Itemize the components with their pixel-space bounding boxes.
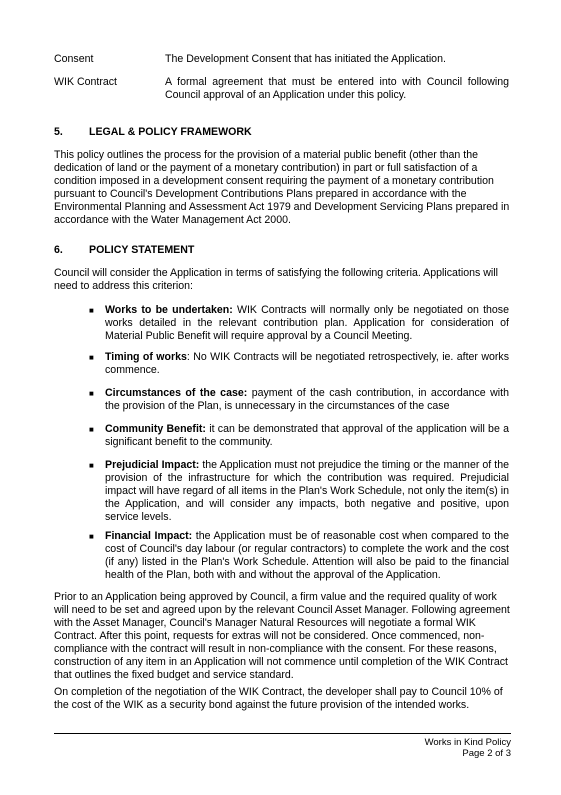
criterion-text: the Application must not prejudice the timing or the manner of the provision of the infrastructure for which the contribution was required. Prejudicial impact will have regard of all items in the Plan's Work Schedule, not only the item(s) in the Application, and will consider any impacts, both negative and positive, upon service levels. xyxy=(105,459,509,523)
section-6-intro: Council will consider the Application in terms of satisfying the following criteria. Applications will need to address this criterion: xyxy=(54,267,498,292)
bullet-icon: ■ xyxy=(89,532,94,541)
footer-title: Works in Kind Policy xyxy=(424,737,511,748)
footer-divider xyxy=(54,733,511,734)
bullet-icon: ■ xyxy=(89,306,94,315)
criterion-term: Works to be undertaken: xyxy=(105,304,233,316)
section-6-paragraph-bond: On completion of the negotiation of the WIK Contract, the developer shall pay to Council 10% of the cost of the WIK as a security bond against the future provision of the intended works. xyxy=(54,686,503,711)
criterion-text: the Application must be of reasonable cost when compared to the cost of Council's day labour (or regular contractors) to complete the work and the cost (if any) listed in the Plan's Work Schedule. Attention will also be paid to the financial health of the Plan, both with and without the approval of the Application. xyxy=(105,530,509,581)
criterion-text: : No WIK Contracts will be negotiated retrospectively, ie. after works commence. xyxy=(105,351,509,376)
bullet-icon: ■ xyxy=(89,461,94,470)
criterion-term: Prejudicial Impact: xyxy=(105,459,200,471)
criterion-term: Financial Impact: xyxy=(105,530,193,542)
bullet-icon: ■ xyxy=(89,389,94,398)
section-5-body: This policy outlines the process for the provision of a material public benefit (other than the dedication of land or the payment of a monetary contribution) in part or full satisfaction of a condition imposed in a development consent requiring the payment of a monetary contribution pursuant to Council's Development Contributions Plans prepared in accordance with the Environmental Planning and Assessment Act 1979 and Development Servicing Plans prepared in accordance with the Water Management Act 2000. xyxy=(54,149,510,226)
definition-text: The Development Consent that has initiated the Application. xyxy=(165,53,446,65)
section-title: LEGAL & POLICY FRAMEWORK xyxy=(89,126,252,138)
section-number: 5. xyxy=(54,126,63,138)
criterion-term: Circumstances of the case: xyxy=(105,387,248,399)
definition-term: WIK Contract xyxy=(54,76,117,88)
definition-text: A formal agreement that must be entered into with Council following Council approval of an Application under this policy. xyxy=(165,76,509,101)
section-title: POLICY STATEMENT xyxy=(89,244,195,256)
criterion-text: it can be demonstrated that approval of the application will be a significant benefit to the community. xyxy=(105,423,509,448)
criterion-text: payment of the cash contribution, in accordance with the provision of the Plan, is unnecessary in the circumstances of the case xyxy=(105,387,509,412)
definition-term: Consent xyxy=(54,53,94,65)
bullet-icon: ■ xyxy=(89,425,94,434)
bullet-icon: ■ xyxy=(89,353,94,362)
page-footer xyxy=(380,737,511,759)
section-6-paragraph-approval: Prior to an Application being approved by Council, a firm value and the required quality of work will need to be set and agreed upon by the relevant Council Asset Manager. Following agreement with the Asset Manager, Council's Manager Natural Resources will negotiate a formal WIK Contract. After this point, requests for extras will not be considered. Once commenced, non-compliance with the contract will result in non-compliance with the consent. For these reasons, construction of any item in an Application will not commence until completion of the WIK Contract that outlines the fixed budget and service standard. xyxy=(54,591,510,681)
criterion-text: WIK Contracts will normally only be negotiated on those works detailed in the relevant contribution plan. Application for consideration of Material Public Benefit will require approval by a Council Meeting. xyxy=(105,304,509,342)
section-number: 6. xyxy=(54,244,63,256)
footer-page-number: Page 2 of 3 xyxy=(462,748,511,759)
criterion-term: Timing of works xyxy=(105,351,187,363)
criterion-term: Community Benefit: xyxy=(105,423,206,435)
